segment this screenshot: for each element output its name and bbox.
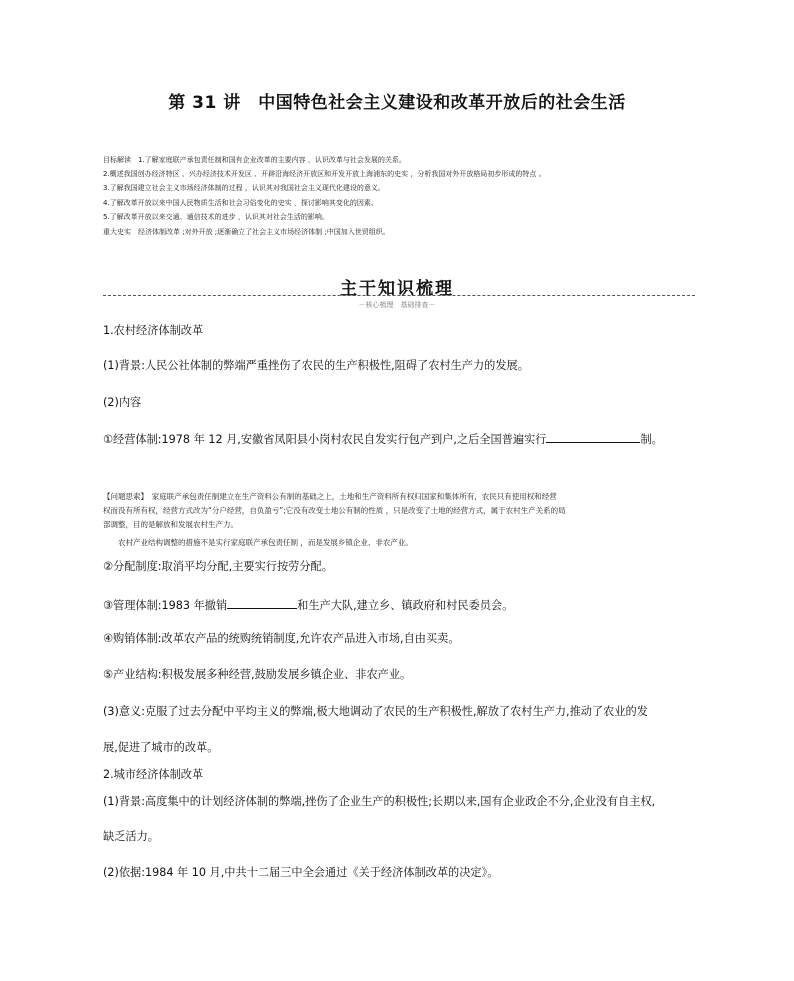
rural-significance-cont: 展,促进了城市的改革。 [103, 741, 219, 754]
rural-content-label: (2)内容 [103, 396, 142, 409]
goal-line: 2.概述我国创办经济特区 、兴办经济技术开发区 、开辟沿海经济开放区和开发开放上海浦东的史实 ，分析我国对外开放格局初步形成的特点 。 [103, 170, 546, 178]
section-subtitle: －核心梳理 基础排查－ [358, 301, 436, 309]
goal-line: 4.了解改革开放以来中国人民物质生活和社会习俗变化的史实 ，探讨影响其变化的因素。 [103, 199, 378, 207]
note-line: 农村产业结构调整的措施不是实行家庭联产承包责任制 ，而是发展乡镇企业、非农产业。 [103, 538, 413, 547]
rural-item-distribution: ②分配制度:取消平均分配,主要实行按劳分配。 [103, 560, 333, 573]
fill-in-blank[interactable] [227, 597, 297, 609]
section-title: 主干知识梳理 [340, 279, 454, 299]
fill-in-blank[interactable] [546, 431, 640, 443]
urban-basis: (2)依据:1984 年 10 月,中共十二届三中全会通过《关于经济体制改革的决定》。 [103, 866, 499, 879]
item-text: ③管理体制:1983 年撤销 [103, 599, 228, 612]
goal-line: 目标解读 1.了解家庭联产承包责任制和国有企业改革的主要内容 ，认识改革与社会发展的关系。 [103, 156, 406, 164]
urban-background-cont: 缺乏活力。 [103, 830, 159, 843]
page-title: 第 31 讲 中国特色社会主义建设和改革开放后的社会生活 [168, 93, 626, 113]
rural-significance: (3)意义:克服了过去分配中平均主义的弊端,极大地调动了农民的生产积极性,解放了农村生产力,推动了农业的发 [103, 705, 648, 718]
urban-background: (1)背景:高度集中的计划经济体制的弊端,挫伤了企业生产的积极性;长期以来,国有企业政企不分,企业没有自主权, [103, 795, 656, 808]
rural-item-management [103, 597, 513, 613]
note-line: 部调整，目的是解放和发展农村生产力。 [103, 520, 238, 529]
goal-line: 3.了解我国建立社会主义市场经济体制的过程 ，认识其对我国社会主义现代化建设的意义。 [103, 184, 385, 192]
rural-item-purchase: ④购销体制:改革农产品的统购统销制度,允许农产品进入市场,自由买卖。 [103, 632, 460, 645]
item-text: ①经营体制:1978 年 12 月,安徽省凤阳县小岗村农民自发实行包产到户,之后全国普遍实行 [103, 433, 547, 446]
item-text: 制。 [640, 433, 663, 446]
goal-line: 5.了解改革开放以来交通、通信技术的进步 ，认识其对社会生活的影响。 [103, 213, 329, 221]
rural-item-structure: ⑤产业结构:积极发展多种经营,鼓励发展乡镇企业、非农产业。 [103, 668, 412, 681]
rural-background: (1)背景:人民公社体制的弊端严重挫伤了农民的生产积极性,阻碍了农村生产力的发展。 [103, 359, 529, 372]
note-line: 【问题思索】 家庭联产承包责任制建立在生产资料公有制的基础之上，土地和生产资料所有权归国家和集体所有，农民只有使用权和经营 [103, 492, 557, 501]
section-divider [103, 295, 695, 296]
heading-urban-reform: 2.城市经济体制改革 [103, 768, 204, 781]
note-line: 权而没有所有权，经营方式改为“分户经营，自负盈亏”;它没有改变土地公有制的性质 ，只是改变了土地的经营方式，属于农村生产关系的局 [103, 506, 566, 515]
rural-item-operation [103, 431, 663, 447]
item-text: 和生产大队,建立乡、镇政府和村民委员会。 [297, 599, 514, 612]
goal-line: 重大史实 经济体制改革 ;对外开放 ;逐渐确立了社会主义市场经济体制 ;中国加入世贸组织。 [103, 228, 390, 236]
heading-rural-reform: 1.农村经济体制改革 [103, 324, 204, 337]
